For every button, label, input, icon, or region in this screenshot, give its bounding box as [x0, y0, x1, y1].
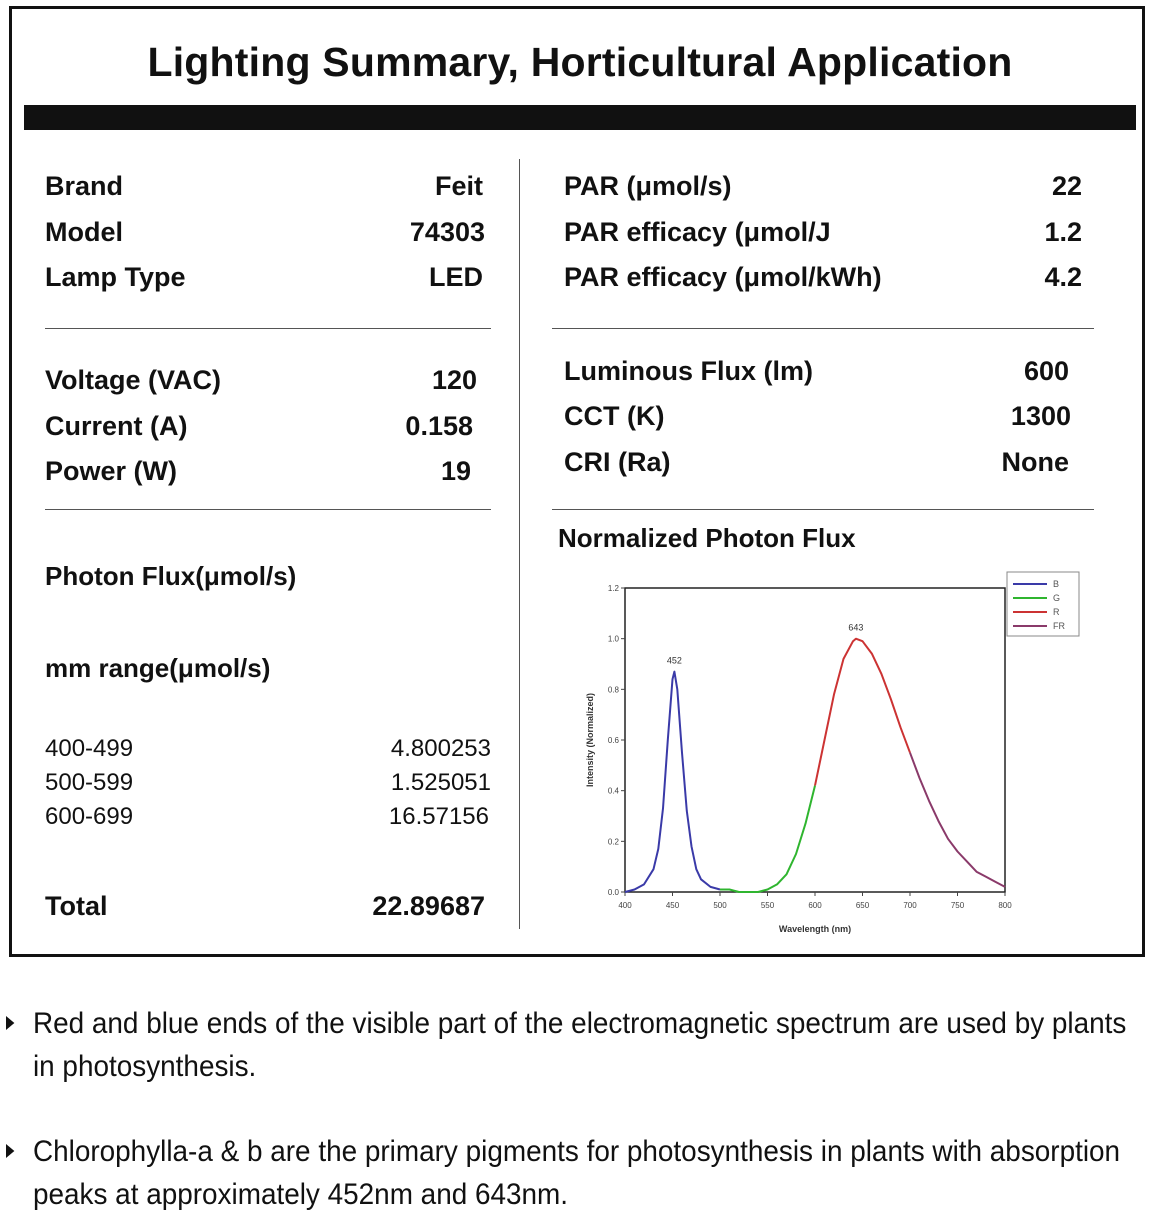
x-tick-label: 400	[618, 901, 632, 910]
y-tick-label: 1.0	[607, 634, 619, 644]
peak-label: 452	[666, 655, 682, 666]
peak-label: 643	[848, 622, 864, 633]
legend-label: B	[1053, 579, 1060, 589]
summary-title: Lighting Summary, Horticultural Application	[147, 39, 1013, 85]
spec-value: LED	[429, 262, 483, 292]
spec-label: Voltage (VAC)	[45, 365, 222, 395]
range-label: 400-499	[45, 735, 134, 762]
title-rule	[24, 105, 1136, 130]
range-value: 1.525051	[390, 769, 491, 796]
total-label: Total	[45, 891, 108, 921]
photon-flux-chart	[565, 570, 1085, 945]
y-tick-label: 1.2	[607, 584, 619, 593]
spec-value: 22	[1051, 171, 1082, 201]
spec-label: CCT (K)	[564, 401, 665, 431]
chart-heading: Normalized Photon Flux	[558, 523, 856, 553]
x-tick-label: 450	[665, 901, 680, 910]
divider	[552, 509, 1094, 510]
legend-label: G	[1053, 593, 1061, 603]
range-label: 600-699	[45, 803, 134, 830]
divider	[45, 328, 491, 329]
spec-value: None	[1001, 447, 1069, 477]
spec-value: 600	[1023, 356, 1069, 386]
range-heading: mm range(μmol/s)	[45, 653, 271, 683]
spec-label: PAR (μmol/s)	[564, 171, 732, 201]
spec-label: PAR efficacy (μmol/J	[564, 217, 831, 247]
x-axis-label: Wavelength (nm)	[778, 924, 852, 934]
spec-value: 74303	[409, 217, 485, 247]
spec-value: 120	[431, 365, 477, 395]
range-value: 16.57156	[388, 803, 489, 830]
spec-value: 1300	[1010, 401, 1071, 431]
total-value: 22.89687	[372, 891, 485, 921]
x-tick-label: 500	[713, 901, 727, 910]
spec-label: Current (A)	[45, 411, 188, 441]
bullet-arrow-icon	[6, 1144, 14, 1158]
column-divider	[519, 159, 520, 929]
y-tick-label: 0.6	[607, 736, 619, 745]
x-tick-label: 800	[998, 901, 1012, 910]
range-value: 4.800253	[390, 735, 491, 762]
spec-value: 1.2	[1044, 217, 1082, 247]
bullet-arrow-icon	[6, 1016, 14, 1030]
spec-label: Luminous Flux (lm)	[564, 356, 813, 386]
note-text: Red and blue ends of the visible part of the electromagnetic spectrum are used by plants in photosynthesis.	[32, 1007, 1127, 1083]
spec-value: 4.2	[1044, 262, 1082, 292]
x-tick-label: 700	[903, 901, 917, 910]
range-label: 500-599	[45, 769, 134, 796]
y-axis-label: Intensity (Normalized)	[585, 692, 595, 788]
x-tick-label: 650	[855, 901, 870, 910]
spec-label: Brand	[45, 171, 124, 201]
spec-label: Power (W)	[45, 456, 177, 486]
y-tick-label: 0.0	[607, 888, 619, 897]
spec-label: Model	[45, 217, 123, 247]
divider	[552, 328, 1094, 329]
x-tick-label: 600	[808, 901, 822, 910]
x-tick-label: 750	[950, 901, 965, 910]
spec-value: 0.158	[405, 411, 473, 441]
y-tick-label: 0.2	[607, 837, 619, 847]
y-tick-label: 0.4	[607, 786, 619, 796]
x-tick-label: 550	[760, 901, 775, 910]
spec-label: Lamp Type	[45, 262, 186, 292]
spec-value: 19	[440, 456, 471, 486]
photon-flux-heading: Photon Flux(μmol/s)	[45, 561, 297, 591]
y-tick-label: 0.8	[607, 685, 619, 695]
divider	[45, 509, 491, 510]
spec-value: Feit	[434, 171, 483, 201]
note-text: Chlorophylla-a & b are the primary pigments for photosynthesis in plants with absorption peaks at approximately 452nm and 643nm.	[32, 1135, 1121, 1211]
legend-label: FR	[1053, 621, 1065, 631]
spec-label: CRI (Ra)	[564, 447, 671, 477]
spec-label: PAR efficacy (μmol/kWh)	[564, 262, 882, 292]
legend-label: R	[1053, 607, 1060, 617]
